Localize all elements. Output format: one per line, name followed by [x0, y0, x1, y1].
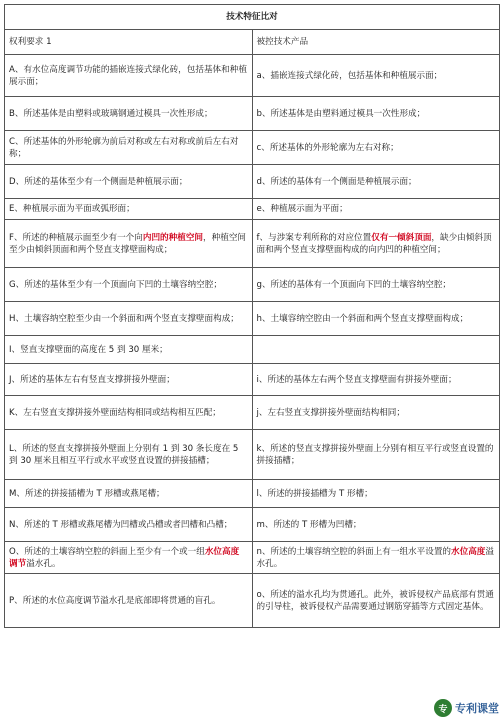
table-row: [5, 220, 500, 268]
table-row: [5, 480, 500, 508]
table-row: [5, 131, 500, 165]
cell-text: O、所述的土壤容纳空腔的斜面上至少有一个或一组: [9, 546, 205, 557]
watermark-text: 专利课堂: [455, 702, 499, 715]
product-cell: [252, 336, 500, 364]
claim-cell: [5, 199, 253, 220]
cell-text: N、所述的 T 形槽或燕尾槽为凹槽或凸槽或者凹槽和凸槽；: [9, 519, 233, 530]
cell-text: j、左右竖直支撑拼接外壁面结构相同；: [256, 407, 405, 418]
cell-text: A、有水位高度调节功能的插嵌连接式绿化砖，包括基体和种植展示面；: [9, 64, 247, 87]
table-row: [5, 165, 500, 199]
highlight-text: 内凹的种植空间: [142, 232, 204, 243]
table-row: [5, 574, 500, 628]
claim-cell: [5, 508, 253, 542]
table-row: [5, 97, 500, 131]
claim-cell: [5, 336, 253, 364]
cell-text: 溢水孔。: [256, 546, 495, 569]
watermark-logo-icon: 专: [434, 699, 452, 717]
claim-cell: [5, 480, 253, 508]
product-cell: [252, 430, 500, 480]
cell-text: e、种植展示面为平面；: [256, 204, 348, 214]
product-cell: [252, 268, 500, 302]
claim-cell: [5, 396, 253, 430]
cell-text: b、所述基体是由塑料通过模具一次性形成；: [256, 108, 426, 119]
claim-cell: [5, 268, 253, 302]
product-cell: [252, 97, 500, 131]
cell-text: D、所述的基体至少有一个侧面是种植展示面；: [9, 176, 188, 187]
product-cell: [252, 364, 500, 396]
product-cell: [252, 220, 500, 268]
claim-cell: [5, 97, 253, 131]
cell-text: i、所述的基体左右两个竖直支撑壁面有拼接外壁面；: [256, 374, 457, 385]
cell-text: f、与涉案专利所称的对应位置: [256, 232, 372, 243]
header-product: 被控技术产品: [252, 30, 500, 55]
cell-text: I、竖直支撑壁面的高度在 5 到 30 厘米；: [9, 344, 168, 355]
product-cell: [252, 542, 500, 574]
cell-text: L、所述的竖直支撑拼接外壁面上分别有 1 到 30 条长度在 5 到 30 厘米且相互平行或水平或竖直设置的拼接插槽；: [9, 443, 239, 466]
product-cell: [252, 55, 500, 97]
cell-text: K、左右竖直支撑拼接外壁面结构相同或结构相互匹配；: [9, 407, 221, 418]
product-cell: [252, 131, 500, 165]
cell-text: h、土壤容纳空腔由一个斜面和两个竖直支撑壁面构成；: [256, 313, 469, 324]
cell-text: o、所述的溢水孔均为贯通孔。此外，被诉侵权产品底部有贯通的引导柱，被诉侵权产品需要通过钢筋穿插等方式固定基体。: [256, 589, 494, 612]
product-cell: [252, 508, 500, 542]
table-row: [5, 396, 500, 430]
table-row: [5, 199, 500, 220]
product-cell: [252, 199, 500, 220]
claim-cell: [5, 574, 253, 628]
table-row: [5, 268, 500, 302]
claim-cell: [5, 364, 253, 396]
table-row: [5, 55, 500, 97]
cell-text: B、所述基体是由塑料或玻璃钢通过模具一次性形成；: [9, 108, 213, 119]
comparison-table: [4, 4, 500, 628]
claim-cell: [5, 131, 253, 165]
claim-cell: [5, 302, 253, 336]
table-row: [5, 302, 500, 336]
table-row: [5, 542, 500, 574]
product-cell: [252, 165, 500, 199]
claim-cell: [5, 55, 253, 97]
product-cell: [252, 480, 500, 508]
cell-text: ，种植空间至少由倾斜顶面和两个竖直支撑壁面构成；: [9, 232, 247, 255]
claim-cell: [5, 220, 253, 268]
product-cell: [252, 574, 500, 628]
table-row: [5, 508, 500, 542]
watermark: [431, 698, 502, 718]
table-row: [5, 430, 500, 480]
claim-cell: [5, 165, 253, 199]
cell-text: d、所述的基体有一个侧面是种植展示面；: [256, 176, 417, 187]
product-cell: [252, 396, 500, 430]
cell-text: k、所述的竖直支撑拼接外壁面上分别有相互平行或竖直设置的拼接插槽；: [256, 443, 494, 466]
cell-text: ，缺少由倾斜顶面和两个竖直支撑壁面构成的向内凹的种植空间；: [256, 232, 492, 255]
cell-text: n、所述的土壤容纳空腔的斜面上有一组水平设置的: [256, 546, 452, 557]
cell-text: G、所述的基体至少有一个顶面向下凹的土壤容纳空腔；: [9, 279, 222, 290]
cell-text: c、所述基体的外形轮廓为左右对称；: [256, 142, 399, 153]
cell-text: J、所述的基体左右有竖直支撑拼接外壁面；: [9, 374, 175, 385]
cell-text: a、插嵌连接式绿化砖，包括基体和种植展示面；: [256, 70, 443, 81]
cell-text: F、所述的种植展示面至少有一个向: [9, 232, 143, 243]
highlight-text: 水位高度: [451, 546, 486, 557]
cell-text: M、所述的拼接插槽为 T 形槽或燕尾槽；: [9, 488, 165, 499]
highlight-text: 仅有一倾斜顶面: [371, 232, 432, 243]
cell-text: l、所述的拼接插槽为 T 形槽；: [256, 488, 373, 499]
claim-cell: [5, 430, 253, 480]
cell-text: m、所述的 T 形槽为凹槽；: [256, 519, 362, 530]
product-cell: [252, 302, 500, 336]
table-title: 技术特征比对: [5, 5, 500, 30]
table-row: [5, 336, 500, 364]
table-row: [5, 364, 500, 396]
header-claim: 权利要求 1: [5, 30, 253, 55]
cell-text: g、所述的基体有一个顶面向下凹的土壤容纳空腔；: [256, 279, 452, 290]
claim-cell: [5, 542, 253, 574]
cell-text: E、种植展示面为平面或弧形面；: [9, 204, 135, 214]
cell-text: P、所述的水位高度调节溢水孔是底部即将贯通的盲孔。: [9, 595, 221, 606]
cell-text: 溢水孔。: [26, 558, 61, 569]
cell-text: C、所述基体的外形轮廓为前后对称或左右对称或前后左右对称；: [9, 136, 239, 159]
highlight-text: 水位高度调节: [9, 546, 240, 569]
cell-text: H、土壤容纳空腔至少由一个斜面和两个竖直支撑壁面构成；: [9, 313, 239, 324]
